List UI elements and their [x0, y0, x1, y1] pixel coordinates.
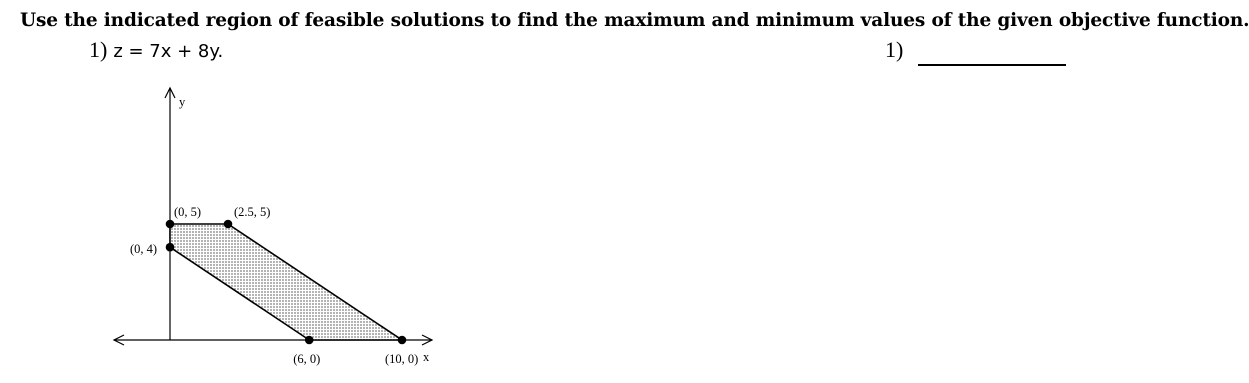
y-axis-label: y [179, 95, 186, 109]
vertex-label: (0, 5) [174, 205, 202, 219]
objective-function: z = 7x + 8y. [113, 41, 224, 62]
vertex-label: (6, 0) [293, 352, 321, 366]
answer-number: 1) [885, 37, 904, 62]
vertex-point [166, 243, 175, 252]
vertex-label: (10, 0) [385, 352, 419, 366]
vertex-point [224, 220, 233, 229]
vertex-point [305, 336, 314, 345]
vertex-label: (2.5, 5) [234, 205, 271, 219]
vertex-label: (0, 4) [130, 242, 158, 257]
instructions-text: Use the indicated region of feasible solutions to find the maximum and minimum values of the given objective function. [20, 10, 1249, 31]
x-axis-label: x [423, 350, 430, 364]
feasible-region [170, 224, 402, 340]
vertex-point [166, 220, 175, 229]
problem-number: 1) [89, 37, 108, 62]
vertex-point [398, 336, 407, 345]
